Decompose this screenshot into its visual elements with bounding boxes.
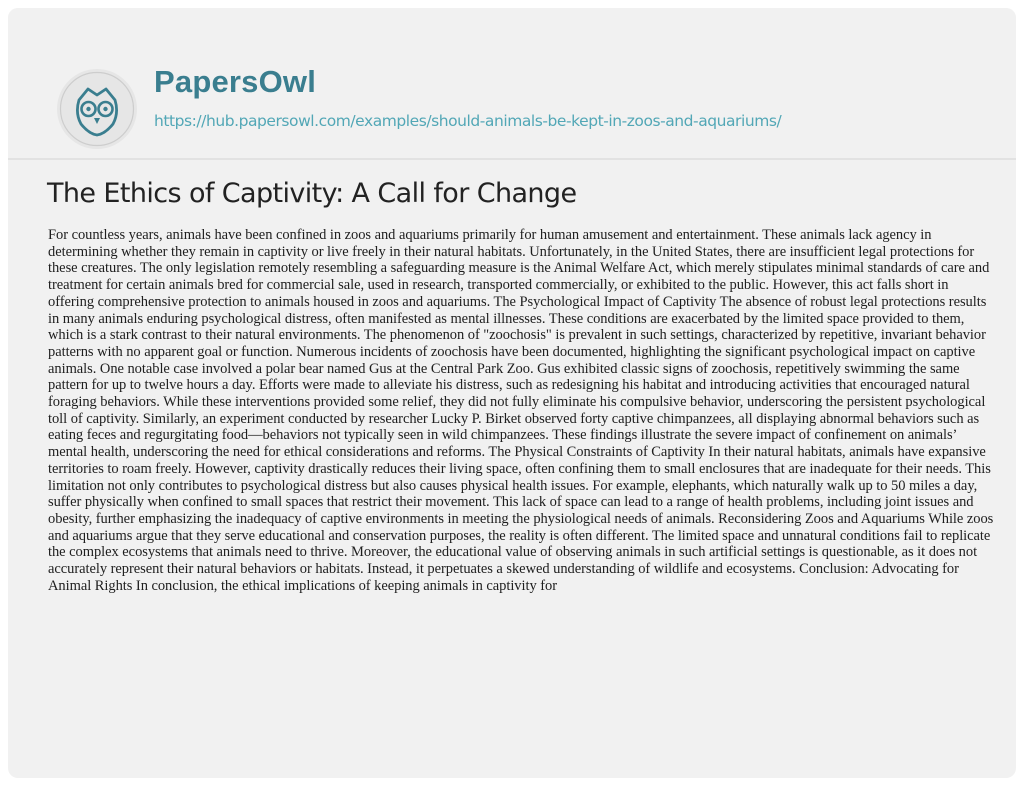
brand-name[interactable]: PapersOwl (154, 64, 317, 99)
page-title: The Ethics of Captivity: A Call for Change (47, 178, 577, 209)
page-frame (8, 8, 1016, 778)
source-url-link[interactable]: https://hub.papersowl.com/examples/should-animals-be-kept-in-zoos-and-aquariums/ (154, 112, 782, 130)
site-header (8, 8, 1016, 158)
owl-logo-icon (55, 67, 139, 151)
article-body: For countless years, animals have been confined in zoos and aquariums primarily for human amusement and entertainment. These animals lack agency in determining whether they remain in captivity or live freely in their natural habitats. Unfortunately, in the United States, there are insufficient legal protections for these creatures. The only legislation remotely resembling a safeguarding measure is the Animal Welfare Act, which merely stipulates minimal standards of care and treatment for certain animals bred for commercial sale, used in research, transported commercially, or exhibited to the public. However, this act falls short in offering comprehensive protection to animals housed in zoos and aquariums. The Psychological Impact of Captivity The absence of robust legal protections results in many animals enduring psychological distress, often manifested as mental illnesses. These conditions are exacerbated by the limited space provided to them, which is a stark contrast to their natural environments. The phenomenon of "zoochosis" is prevalent in such settings, characterized by repetitive, invariant behavior patterns with no apparent goal or function. Numerous incidents of zoochosis have been documented, highlighting the significant psychological impact on captive animals. One notable case involved a polar bear named Gus at the Central Park Zoo. Gus exhibited classic signs of zoochosis, repetitively swimming the same pattern for up to twelve hours a day. Efforts were made to alleviate his distress, such as redesigning his habitat and introducing activities that encouraged natural foraging behaviors. While these interventions provided some relief, they did not fully eliminate his compulsive behavior, underscoring the persistent psychological toll of captivity. Similarly, an experiment conducted by researcher Lucky P. Birket observed forty captive chimpanzees, all displaying abnormal behaviors such as eating feces and regurgitating food—behaviors not typically seen in wild chimpanzees. These findings illustrate the severe impact of confinement on animals’ mental health, underscoring the need for ethical considerations and reforms. The Physical Constraints of Captivity In their natural habitats, animals have expansive territories to roam freely. However, captivity drastically reduces their living space, often confining them to small enclosures that are inadequate for their needs. This limitation not only contributes to psychological distress but also causes physical health issues. For example, elephants, which naturally walk up to 50 miles a day, suffer physically when confined to small spaces that restrict their movement. This lack of space can lead to a range of health problems, including joint issues and obesity, further emphasizing the inadequacy of captive environments in meeting the physiological needs of animals. Reconsidering Zoos and Aquariums While zoos and aquariums argue that they serve educational and conservation purposes, the reality is often different. The limited space and unnatural conditions fail to replicate the complex ecosystems that animals need to thrive. Moreover, the educational value of observing animals in such artificial settings is questionable, as it does not accurately represent their natural behaviors or habitats. Instead, it perpetuates a skewed understanding of wildlife and ecosystems. Conclusion: Advocating for Animal Rights In conclusion, the ethical implications of keeping animals in captivity for (48, 227, 994, 594)
header-divider (8, 158, 1016, 160)
